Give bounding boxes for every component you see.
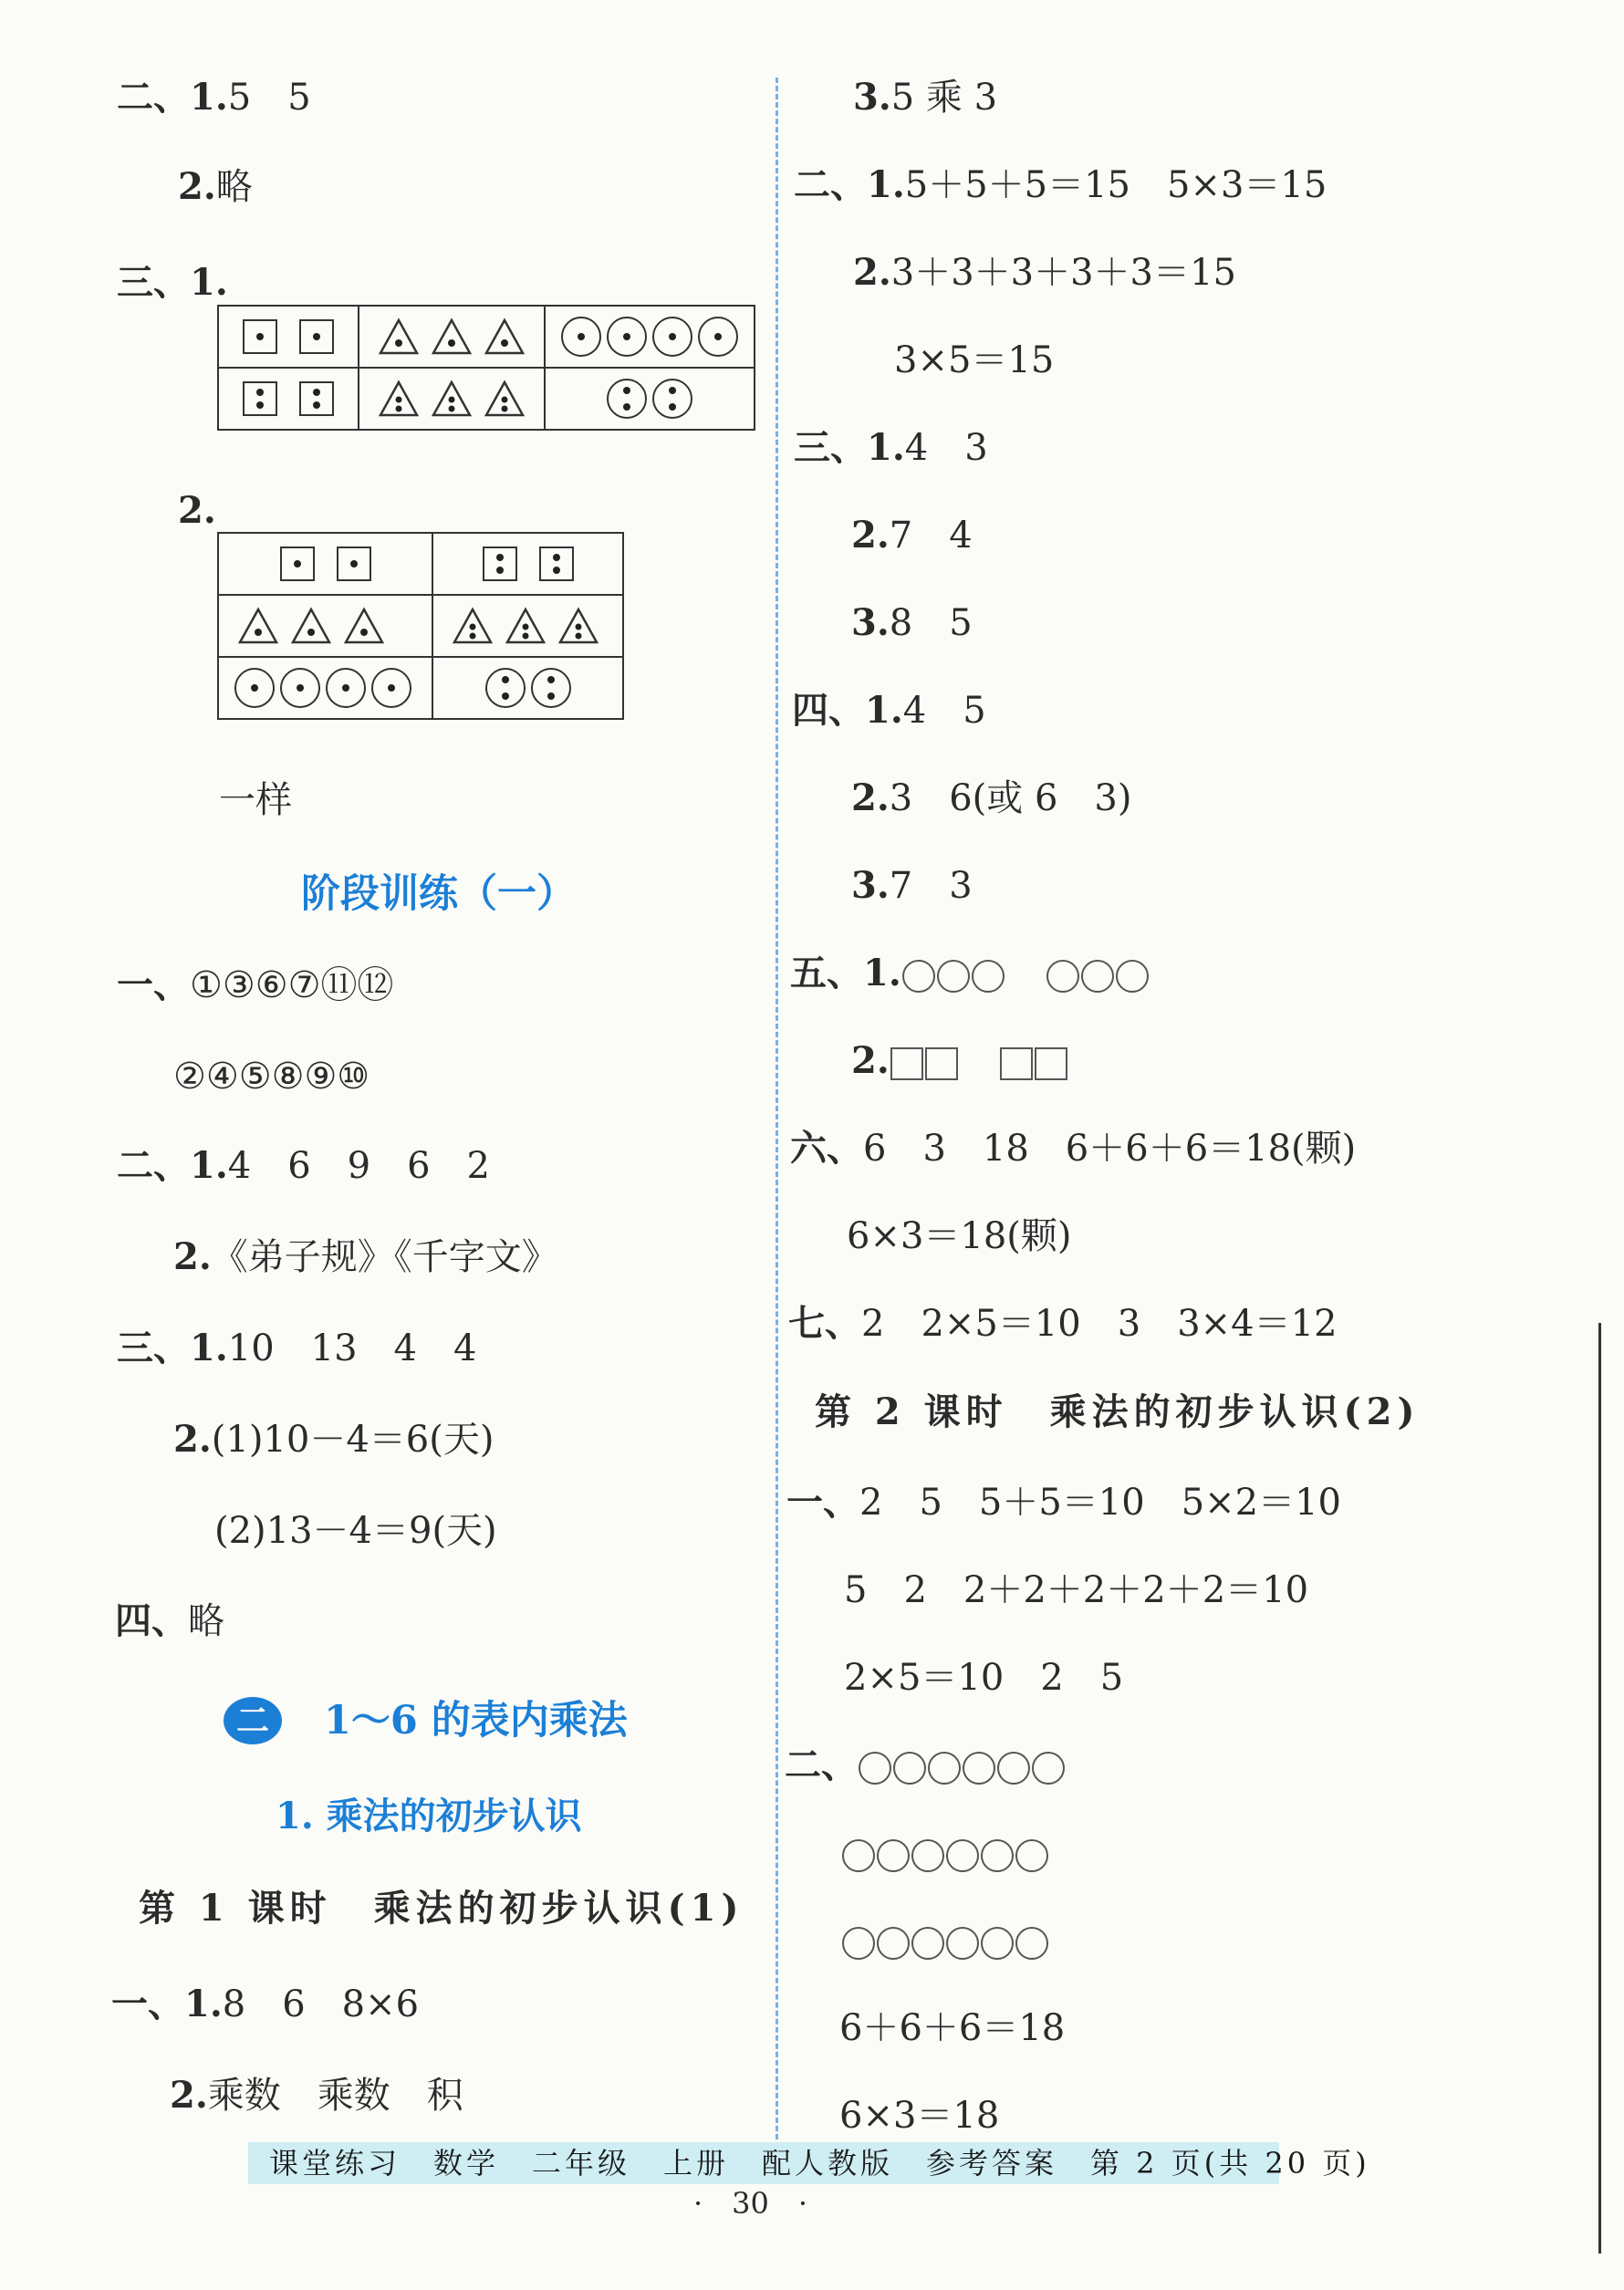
answer-text: 6＋6＋6＝18 <box>839 2007 1066 2049</box>
circle-icon <box>928 1752 961 1785</box>
unit-badge-label: 二 <box>235 1702 269 1740</box>
square-two-dots-icon <box>299 381 334 416</box>
answer-line <box>115 1598 224 1644</box>
answer-text: 6×3＝18 <box>839 2095 1000 2137</box>
answer-line <box>792 688 986 734</box>
square-one-dot-icon <box>280 546 315 581</box>
circle-row <box>858 1744 1066 1786</box>
answer-line <box>790 1126 1356 1171</box>
sub-title: 1. 乘法的初步认识 <box>276 1795 582 1837</box>
answer-text: 乘数 乘数 积 <box>207 2075 463 2117</box>
unit-title: 1～6 的表内乘法 <box>324 1698 628 1744</box>
item-label: 三、1. <box>117 1327 228 1369</box>
answer-line <box>117 1143 490 1189</box>
answer-line <box>794 425 988 471</box>
answer-text: 8 5 <box>889 602 973 644</box>
circle-icon <box>1032 1752 1065 1785</box>
circle-icon <box>911 1927 944 1960</box>
circle-icon <box>963 1752 995 1785</box>
circle-icon <box>1081 960 1114 993</box>
square-two-dots-icon <box>539 546 574 581</box>
answer-line <box>841 1918 1049 1963</box>
answer-text: 4 6 9 6 2 <box>227 1145 491 1187</box>
circle-icon <box>902 960 935 993</box>
item-label: 3. <box>851 601 890 644</box>
circle-icon <box>842 1927 875 1960</box>
answer-line <box>170 2073 463 2118</box>
circle-icon <box>877 1927 910 1960</box>
circle-one-dot-icon <box>607 317 647 357</box>
answer-line <box>794 162 1327 208</box>
item-label: 四、1. <box>792 689 903 732</box>
answer-text: 5＋5＋5＝15 5×3＝15 <box>904 164 1327 206</box>
answer-text: ①③⑥⑦⑪⑫ <box>190 964 394 1006</box>
square-two-dots-icon <box>243 381 277 416</box>
answer-line <box>178 164 253 210</box>
circle-icon <box>877 1839 910 1872</box>
item-label: 3. <box>853 76 891 119</box>
circle-group <box>1046 952 1150 994</box>
answer-line <box>851 600 973 646</box>
triangle-one-dot-icon <box>237 607 279 645</box>
circle-one-dot-icon <box>280 668 320 708</box>
lesson-title: 第 1 课时 乘法的初步认识(1) <box>139 1887 744 1930</box>
triangle-two-dots-icon <box>505 607 547 645</box>
answer-line <box>851 513 973 558</box>
answer-line <box>790 951 1150 996</box>
circle-icon <box>997 1752 1030 1785</box>
square-icon <box>1000 1047 1033 1080</box>
answer-text: ②④⑤⑧⑨⑩ <box>173 1056 370 1098</box>
circle-row <box>841 1920 1049 1962</box>
circle-one-dot-icon <box>371 668 411 708</box>
answer-text: 5 乘 3 <box>890 77 998 119</box>
item-label: 2. <box>178 165 216 208</box>
answer-text: 3＋3＋3＋3＋3＝15 <box>890 252 1236 294</box>
circle-icon <box>981 1927 1014 1960</box>
answer-line <box>853 75 997 120</box>
item-label: 二、1. <box>794 163 905 206</box>
answer-line <box>785 1743 1066 1788</box>
triangle-two-dots-icon <box>378 380 420 418</box>
grid-cell <box>359 368 545 430</box>
item-label: 六、 <box>790 1127 863 1170</box>
grid-cell <box>545 306 755 368</box>
unit-badge <box>224 1697 282 1744</box>
grid-cell <box>218 657 432 719</box>
answer-text: 7 4 <box>889 515 973 557</box>
answer-line <box>853 250 1236 296</box>
square-group <box>999 1040 1068 1082</box>
circle-one-dot-icon <box>561 317 601 357</box>
item-label: 2. <box>173 1235 212 1278</box>
answer-line <box>117 260 228 306</box>
answer-line <box>839 2005 1065 2051</box>
answer-line <box>851 863 973 909</box>
circle-icon <box>911 1839 944 1872</box>
triangle-two-dots-icon <box>557 607 599 645</box>
answer-line <box>788 1301 1338 1347</box>
circle-row <box>841 1832 1049 1874</box>
answer-text: 4 5 <box>902 690 986 732</box>
answer-text: (2)13－4＝9(天) <box>214 1510 497 1552</box>
answer-line <box>111 1982 419 2027</box>
triangle-one-dot-icon <box>290 607 332 645</box>
triangle-one-dot-icon <box>484 317 526 356</box>
answer-text: 《弟子规》《千字文》 <box>211 1236 558 1278</box>
item-label: 七、 <box>788 1302 861 1345</box>
shape-grid-1 <box>217 305 755 431</box>
answer-text: 4 3 <box>904 427 988 469</box>
circle-icon <box>893 1752 926 1785</box>
circle-icon <box>842 1839 875 1872</box>
item-label: 2. <box>851 1039 890 1082</box>
triangle-two-dots-icon <box>431 380 473 418</box>
square-two-dots-icon <box>483 546 517 581</box>
answer-line <box>173 1054 370 1099</box>
answer-text: 6×3＝18(颗) <box>847 1215 1072 1257</box>
item-label: 一、 <box>117 963 190 1006</box>
circle-one-dot-icon <box>326 668 366 708</box>
grid-cell <box>218 533 432 595</box>
circle-icon <box>1015 1839 1048 1872</box>
circle-two-dots-icon <box>531 668 571 708</box>
item-label: 2. <box>170 2074 208 2117</box>
answer-line <box>844 1567 1308 1613</box>
answer-line <box>214 1508 497 1554</box>
circle-icon <box>946 1839 979 1872</box>
grid-cell <box>218 368 359 430</box>
grid-cell <box>432 533 623 595</box>
answer-text: 略 <box>215 166 253 208</box>
triangle-one-dot-icon <box>431 317 473 356</box>
answer-text: 略 <box>188 1600 224 1642</box>
lesson-title: 第 2 课时 乘法的初步认识(2) <box>815 1390 1421 1433</box>
item-label: 2. <box>851 776 890 819</box>
item-label: 二、1. <box>117 1144 228 1187</box>
square-icon <box>1035 1047 1067 1080</box>
grid-cell <box>218 595 432 657</box>
answer-text: 10 13 4 4 <box>227 1327 477 1369</box>
item-label: 三、1. <box>117 261 228 304</box>
answer-line <box>117 963 393 1008</box>
answer-line <box>839 2093 999 2139</box>
square-one-dot-icon <box>337 546 371 581</box>
square-group <box>890 1040 959 1082</box>
item-label: 二、1. <box>117 76 228 119</box>
answer-text: 2×5＝10 2 5 <box>844 1657 1124 1699</box>
answer-text: 5 2 2＋2＋2＋2＋2＝10 <box>844 1569 1309 1611</box>
item-label: 2. <box>178 489 216 532</box>
binding-edge <box>1598 1323 1601 2254</box>
circle-icon <box>1116 960 1149 993</box>
circle-icon <box>981 1839 1014 1872</box>
circle-icon <box>937 960 970 993</box>
answer-line <box>219 777 292 823</box>
circle-icon <box>1015 1927 1048 1960</box>
answer-line <box>894 338 1054 383</box>
grid-cell <box>359 306 545 368</box>
answer-text: (1)10－4＝6(天) <box>211 1419 494 1461</box>
page-number: · 30 · <box>693 2186 808 2221</box>
square-icon <box>925 1047 958 1080</box>
answer-text: 3×5＝15 <box>894 339 1055 381</box>
item-label: 2. <box>853 251 891 294</box>
grid-cell <box>218 306 359 368</box>
square-one-dot-icon <box>299 319 334 354</box>
square-one-dot-icon <box>243 319 277 354</box>
answer-text: 6 3 18 6＋6＋6＝18(颗) <box>863 1128 1357 1170</box>
square-icon <box>890 1047 923 1080</box>
circle-icon <box>972 960 1005 993</box>
answer-line <box>117 75 311 120</box>
answer-text: 5 5 <box>227 77 311 119</box>
circle-icon <box>946 1927 979 1960</box>
item-label: 三、1. <box>794 426 905 469</box>
answer-text: 8 6 8×6 <box>222 1983 420 2025</box>
triangle-one-dot-icon <box>343 607 385 645</box>
item-label: 3. <box>851 864 890 907</box>
circle-group <box>901 952 1005 994</box>
circle-one-dot-icon <box>652 317 692 357</box>
answer-text: 2 5 5＋5＝10 5×2＝10 <box>859 1482 1342 1524</box>
answer-line <box>847 1213 1072 1259</box>
grid-cell <box>432 657 623 719</box>
answer-line <box>178 488 216 534</box>
item-label: 2. <box>851 514 890 557</box>
item-label: 二、 <box>785 1744 858 1786</box>
circle-two-dots-icon <box>485 668 526 708</box>
answer-line <box>117 1326 476 1371</box>
answer-text: 3 6(或 6 3) <box>889 777 1132 819</box>
grid-cell <box>432 595 623 657</box>
item-label: 2. <box>173 1418 212 1461</box>
circle-one-dot-icon <box>234 668 275 708</box>
item-label: 一、1. <box>111 1983 223 2025</box>
answer-line <box>173 1234 558 1280</box>
item-label: 五、1. <box>790 952 901 994</box>
section-title: 阶段训练（一） <box>301 871 576 917</box>
answer-text: 2 2×5＝10 3 3×4＝12 <box>861 1303 1338 1345</box>
shape-grid-2 <box>217 532 624 720</box>
item-label: 一、 <box>786 1481 859 1524</box>
answer-text: 7 3 <box>889 865 973 907</box>
circle-icon <box>859 1752 891 1785</box>
footer-caption: 课堂练习 数学 二年级 上册 配人教版 参考答案 第 2 页(共 20 页) <box>269 2146 1370 2181</box>
circle-two-dots-icon <box>607 379 647 419</box>
circle-two-dots-icon <box>652 379 692 419</box>
circle-one-dot-icon <box>698 317 738 357</box>
item-label: 四、 <box>115 1599 188 1642</box>
answer-line <box>841 1830 1049 1876</box>
triangle-two-dots-icon <box>484 380 526 418</box>
answer-line <box>786 1480 1341 1525</box>
answer-text: 一样 <box>219 779 292 821</box>
grid-cell <box>545 368 755 430</box>
column-divider <box>776 78 778 2139</box>
triangle-two-dots-icon <box>452 607 494 645</box>
triangle-one-dot-icon <box>378 317 420 356</box>
circle-icon <box>1046 960 1079 993</box>
answer-line <box>173 1417 494 1462</box>
answer-line <box>851 1038 1068 1084</box>
answer-line <box>851 775 1132 821</box>
answer-line <box>844 1655 1123 1701</box>
